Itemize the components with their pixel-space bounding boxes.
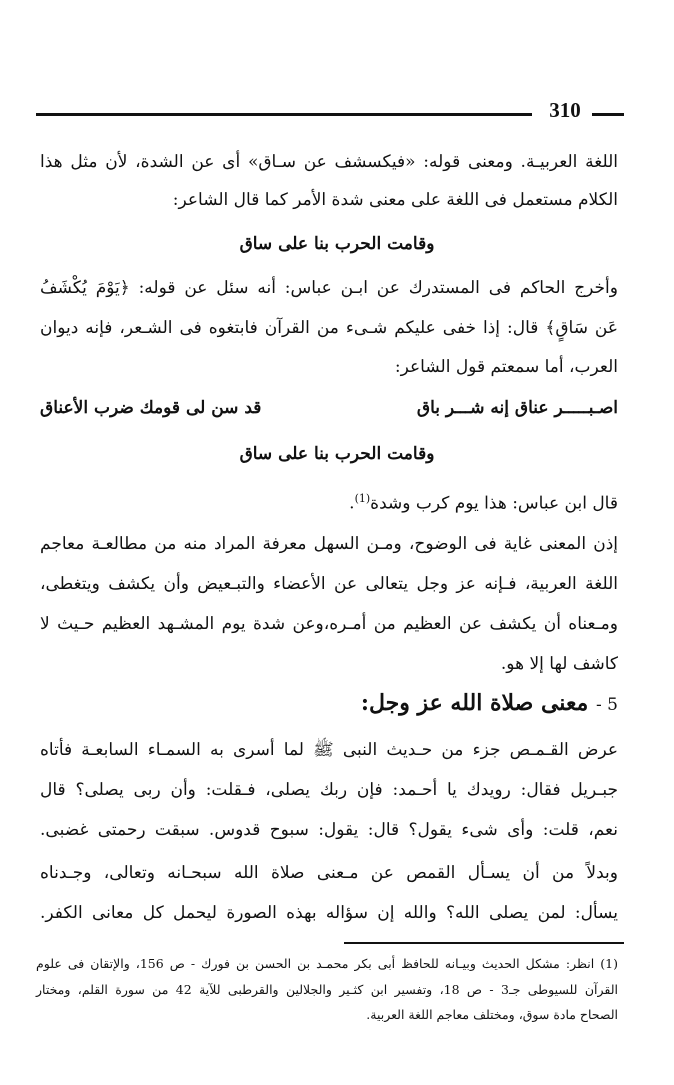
paragraph-line: العرب، أما سمعتم قول الشاعر:: [394, 357, 618, 377]
verse-line: وقامت الحرب بنا على ساق: [239, 234, 435, 254]
header-rule: [36, 113, 532, 116]
footnote-line: (1) انظر: مشكل الحديث وبيـانه للحافظ أبى بكر محمـد بن الحسن بن فورك - ص 156، والإتقان فى علوم: [36, 956, 618, 971]
paragraph-line: نعم، قلت: وأى شىء يقول؟ قال: يقول: سبوح قدوس. سبقت رحمتى غضبى.: [40, 820, 618, 840]
paragraph-line: الكلام مستعمل فى اللغة على معنى شدة الأمر كما قال الشاعر:: [172, 190, 618, 210]
page-number: 310: [549, 98, 581, 122]
paragraph-line: كاشف لها إلا هو.: [500, 654, 618, 674]
paragraph-line: وأخرج الحاكم فى المستدرك عن ابـن عباس: أنه سئل عن قوله: ﴿يَوْمَ يُكْشَفُ: [40, 278, 618, 298]
header-rule-short: [592, 113, 624, 116]
paragraph-text-end: .: [349, 493, 355, 514]
paragraph-line: إذن المعنى غاية فى الوضوح، ومـن السهل معرفة المراد منه من مطالعـة معاجم: [40, 534, 618, 554]
section-number: 5 -: [596, 695, 618, 715]
paragraph-line: اللغة العربية، فـإنه عز وجل يتعالى عن الأعضاء والتبـعيض وأن يكشف ويتغطى،: [40, 574, 618, 594]
paragraph-line: جبـريل فقال: رويدك يا أحـمد: فإن ربك يصلى، فـقلت: وأن ربى يصلى؟ قال: [40, 780, 618, 800]
paragraph-line: وبدلاً من أن يسـأل القمص عن مـعنى صلاة الله سبحـانه وتعالى، وجـدناه: [40, 863, 618, 883]
couplet-second-hemistich: قد سن لى قومك ضرب الأعناق: [40, 398, 262, 418]
section-heading: [361, 690, 618, 716]
section-title: معنى صلاة الله عز وجل:: [360, 690, 589, 716]
paragraph-text: قال ابن عباس: هذا يوم كرب وشدة: [370, 493, 618, 514]
footnote-line: القرآن للسيوطى جـ3 - ص 18، وتفسير ابن كثـير والجلالين والقرطبى للآية 42 من سورة القلم، ومختار: [36, 982, 618, 997]
verse-line: وقامت الحرب بنا على ساق: [239, 444, 435, 464]
couplet-first-hemistich: اصـبـــــر عناق إنه شـــر باق: [416, 398, 618, 418]
footnote-reference: (1): [354, 492, 371, 505]
paragraph-line: [349, 487, 618, 516]
paragraph-line: عَن سَاقٍ﴾ قال: إذا خفى عليكم شـىء من القرآن فابتغوه فى الشـعر، فإنه ديوان: [40, 318, 618, 338]
paragraph-line: عرض القـمـص جزء من حـديث النبى ﷺ لما أسرى به السمـاء السابعـة فأتاه: [40, 740, 618, 760]
paragraph-line: اللغة العربيـة. ومعنى قوله: «فيكسشف عن سـاق» أى عن الشدة، لأن مثل هذا: [40, 152, 618, 172]
footnote-line: الصحاح مادة سوق، ومختلف معاجم اللغة العربية.: [366, 1007, 618, 1022]
paragraph-line: يسأل: لمن يصلى الله؟ والله إن سؤاله بهذه الصورة ليحمل كل معانى الكفر.: [40, 903, 618, 923]
footnote-rule: [344, 942, 624, 944]
paragraph-line: ومـعناه أن يكشف عن العظيم من أمـره،وعن شدة يوم المشـهد العظيم حـيث لا: [40, 614, 618, 634]
